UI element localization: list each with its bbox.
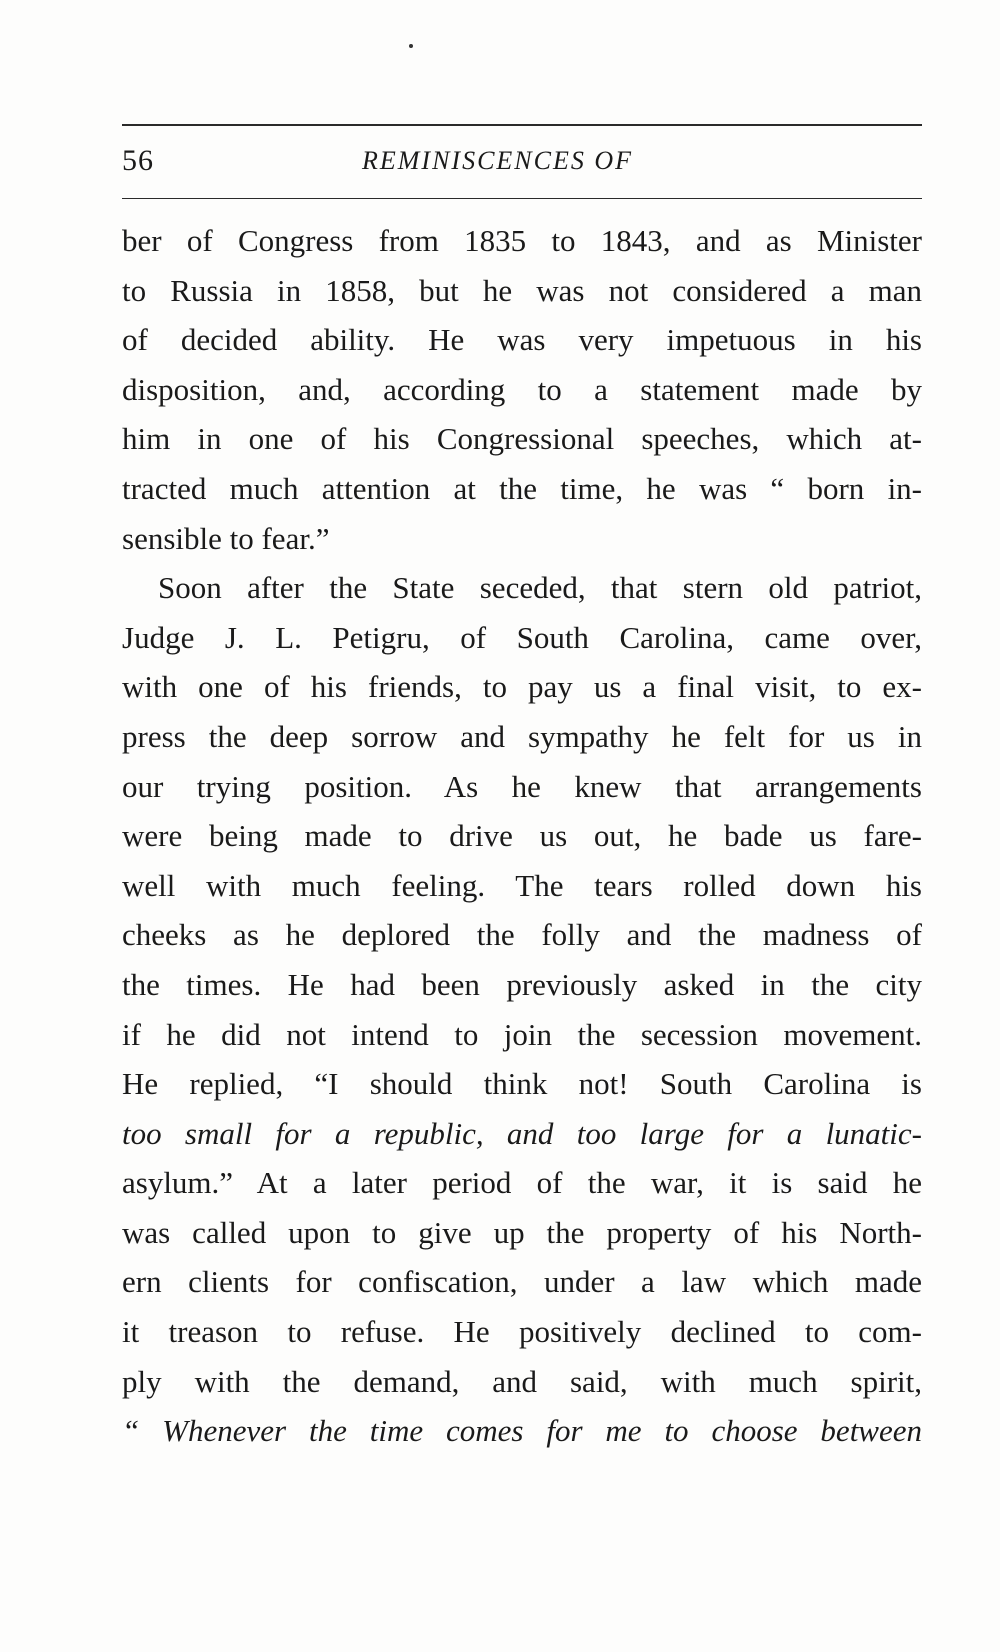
text-line: well with much feeling. The tears rolled down his [122,867,922,903]
text-line: tracted much attention at the time, he was “ born in- [122,470,922,506]
text-line: to Russia in 1858, but he was not considered a man [122,272,922,308]
page-number: 56 [122,144,154,177]
text-line: ern clients for confiscation, under a law which made [122,1264,922,1300]
header-rule-bottom [122,198,922,199]
ink-speck [409,44,413,48]
text-line: too small for a republic, and too large for a lunatic- [122,1115,922,1151]
text-line: ber of Congress from 1835 to 1843, and as Minister [122,223,922,258]
text-line: it treason to refuse. He positively declined to com- [122,1314,922,1350]
text-line: cheeks as he deplored the folly and the madness of [122,917,922,953]
text-line: was called upon to give up the property of his North- [122,1214,922,1250]
text-line: asylum.” At a later period of the war, it is said he [122,1165,922,1201]
text-line: “ Whenever the time comes for me to choose between [122,1413,922,1449]
text-line: press the deep sorrow and sympathy he felt for us in [122,718,922,754]
text-line: Judge J. L. Petigru, of South Carolina, came over, [122,619,922,655]
text-line: our trying position. As he knew that arrangements [122,768,922,804]
text-line: if he did not intend to join the secession movement. [122,1016,922,1052]
text-line: were being made to drive us out, he bade us fare- [122,818,922,854]
page-header [122,138,922,186]
text-line: Soon after the State seceded, that stern old patriot, [158,570,922,606]
text-line: He replied, “I should think not! South Carolina is [122,1066,922,1102]
text-line: sensible to fear.” [122,520,330,556]
text-line: the times. He had been previously asked in the city [122,966,922,1002]
text-line: him in one of his Congressional speeches, which at- [122,421,922,457]
text-line: ply with the demand, and said, with much spirit, [122,1363,922,1399]
text-line: with one of his friends, to pay us a final visit, to ex- [122,669,922,705]
text-line: of decided ability. He was very impetuous in his [122,322,922,358]
running-head: REMINISCENCES OF [362,146,634,175]
text-line: disposition, and, according to a statement made by [122,371,922,407]
header-rule-top [122,124,922,126]
body-text [122,216,922,1456]
